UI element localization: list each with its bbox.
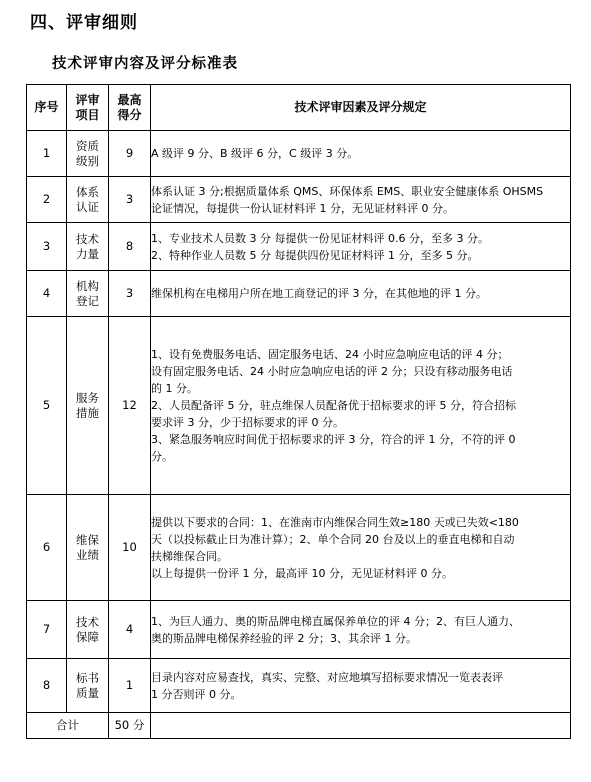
criteria-line: 提供以下要求的合同：1、在淮南市内维保合同生效≥180 天或已失效<180 [151,515,519,529]
table-row [27,223,571,271]
criteria-line: 奥的斯品牌电梯保养经验的评 2 分；3、其余评 1 分。 [151,631,417,645]
row-seq: 7 [27,601,67,659]
table-row [27,495,571,601]
table-row [27,601,571,659]
row-item-line: 力量 [76,246,99,261]
criteria-line: 目录内容对应易查找，真实、完整、对应地填写招标要求情况一览表表评 [151,670,503,684]
row-criteria [151,317,571,495]
row-max-score: 3 [109,271,151,317]
row-criteria [151,659,571,713]
row-item [67,601,109,659]
row-item-line: 服务 [76,390,99,405]
row-item-line: 标书 [76,670,99,685]
row-item-line: 机构 [76,278,99,293]
criteria-line: 维保机构在电梯用户所在地工商登记的评 3 分，在其他地的评 1 分。 [151,287,487,300]
row-item-line: 体系 [76,184,99,199]
row-item [67,659,109,713]
row-item-line: 维保 [76,532,99,547]
row-item [67,177,109,223]
row-item-line: 资质 [76,138,99,153]
row-max-score: 3 [109,177,151,223]
table-row [27,131,571,177]
row-criteria [151,601,571,659]
criteria-line: 论证情况，每提供一份认证材料评 1 分，无见证材料评 0 分。 [151,201,454,215]
row-criteria [151,177,571,223]
row-item-line: 认证 [76,199,99,214]
row-criteria [151,495,571,601]
table-row [27,177,571,223]
criteria-line: 的 1 分。 [151,382,198,395]
row-item-line: 措施 [76,405,99,420]
row-seq: 1 [27,131,67,177]
total-label: 合计 [27,713,109,739]
criteria-line: 分。 [151,450,173,463]
row-item-line: 技术 [76,614,99,629]
criteria-line: A 级评 9 分、B 级评 6 分，C 级评 3 分。 [151,147,359,160]
row-item [67,271,109,317]
row-max-score: 12 [109,317,151,495]
row-max-score: 10 [109,495,151,601]
row-criteria [151,131,571,177]
row-max-score: 9 [109,131,151,177]
row-seq: 6 [27,495,67,601]
total-empty-cell [151,713,571,739]
row-item-line: 业绩 [76,547,99,562]
row-item [67,223,109,271]
row-item [67,495,109,601]
criteria-line: 1、为巨人通力、奥的斯品牌电梯直属保养单位的评 4 分；2、有巨人通力、 [151,614,520,628]
header-criteria: 技术评审因素及评分规定 [151,85,571,131]
total-value: 50 分 [109,713,151,739]
criteria-line: 扶梯维保合同。 [151,549,228,563]
criteria-line: 2、特种作业人员数 5 分 每提供四份见证材料评 1 分，至多 5 分。 [151,248,479,262]
criteria-line: 要求评 3 分，少于招标要求的评 0 分。 [151,416,344,429]
row-item-line: 级别 [76,153,99,168]
row-seq: 3 [27,223,67,271]
header-max-score: 最高 得分 [109,85,151,131]
criteria-line: 天（以投标截止日为准计算）；2、单个合同 20 台及以上的垂直电梯和自动 [151,532,515,546]
criteria-line: 1 分否则评 0 分。 [151,687,242,701]
row-seq: 4 [27,271,67,317]
criteria-line: 1、设有免费服务电话、固定服务电话、24 小时应急响应电话的评 4 分； [151,348,509,361]
row-criteria [151,223,571,271]
row-max-score: 8 [109,223,151,271]
row-max-score: 1 [109,659,151,713]
criteria-line: 2、人员配备评 5 分，驻点维保人员配备优于招标要求的评 5 分，符合招标 [151,399,516,412]
criteria-line: 1、专业技术人员数 3 分 每提供一份见证材料评 0.6 分，至多 3 分。 [151,231,489,245]
row-item-line: 技术 [76,231,99,246]
header-seq: 序号 [27,85,67,131]
scoring-table [26,84,571,739]
total-row [27,713,571,739]
table-row [27,317,571,495]
criteria-line: 设有固定服务电话、24 小时应急响应电话的评 2 分；只设有移动服务电话 [151,365,513,378]
criteria-line: 3、紧急服务响应时间优于招标要求的评 3 分，符合的评 1 分，不符的评 0 [151,433,516,446]
row-seq: 8 [27,659,67,713]
row-seq: 2 [27,177,67,223]
row-item-line: 质量 [76,685,99,700]
table-row [27,659,571,713]
row-item-line: 登记 [76,293,99,308]
table-header-row [27,85,571,131]
section-heading: 四、评审细则 [30,13,138,33]
criteria-line: 体系认证 3 分;根据质量体系 QMS、环保体系 EMS、职业安全健康体系 OHSMS [151,184,544,198]
row-seq: 5 [27,317,67,495]
table-title: 技术评审内容及评分标准表 [52,56,238,72]
row-item [67,317,109,495]
row-item [67,131,109,177]
row-criteria [151,271,571,317]
header-item: 评审 项目 [67,85,109,131]
row-max-score: 4 [109,601,151,659]
row-item-line: 保障 [76,629,99,644]
table-row [27,271,571,317]
criteria-line: 以上每提供一份评 1 分，最高评 10 分，无见证材料评 0 分。 [151,566,453,580]
